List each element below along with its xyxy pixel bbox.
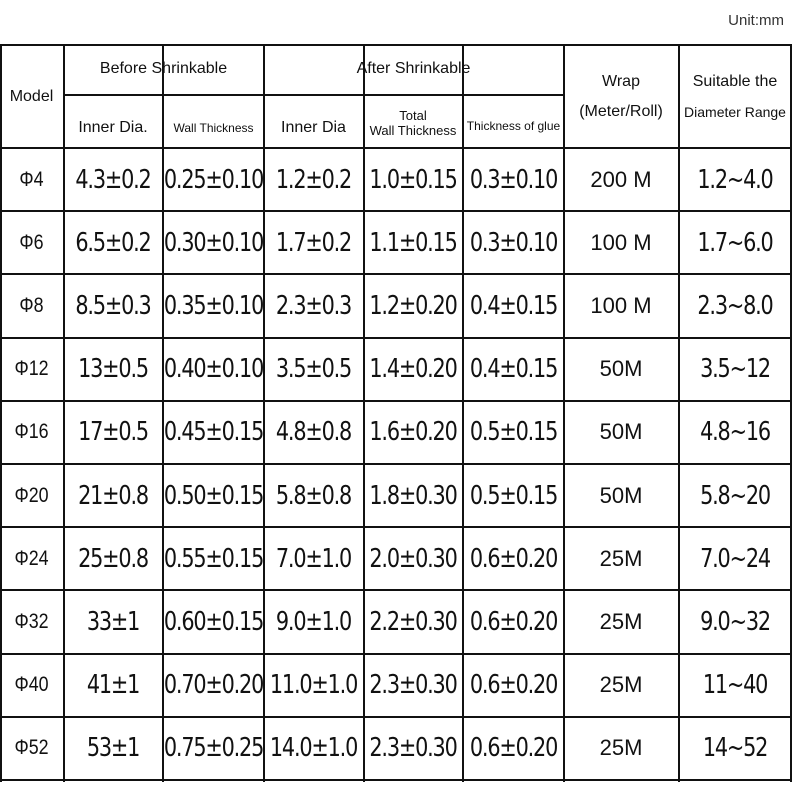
cell-inner-dia: 13±0.5	[78, 354, 148, 385]
cell-after-inner-dia: 4.8±0.8	[275, 417, 352, 448]
cell-diameter-range: 11~40	[702, 670, 768, 701]
cell-diameter-range: 9.0~32	[700, 606, 770, 637]
cell-wrap: 50M	[599, 482, 643, 508]
group-divider	[64, 94, 564, 96]
cell-wrap: 25M	[599, 672, 643, 698]
cell-wrap: 50M	[599, 356, 643, 382]
cell-after-inner-dia: 1.2±0.2	[275, 164, 352, 195]
header-suitable-range	[680, 44, 790, 149]
cell-inner-dia: 21±0.8	[78, 480, 148, 511]
cell-wall-thickness: 0.70±0.20	[163, 670, 264, 701]
cell-model: Φ4	[19, 167, 44, 191]
cell-wall-thickness: 0.45±0.15	[163, 417, 264, 448]
column-divider	[462, 44, 464, 782]
cell-wall-thickness: 0.60±0.15	[163, 606, 264, 637]
header-suitable-line1: Suitable the	[692, 72, 778, 90]
cell-glue-thickness: 0.3±0.10	[469, 227, 558, 258]
cell-after-inner-dia: 7.0±1.0	[275, 543, 352, 574]
cell-model: Φ12	[14, 357, 49, 381]
cell-inner-dia: 8.5±0.3	[75, 290, 151, 321]
cell-glue-thickness: 0.5±0.15	[469, 480, 558, 511]
cell-total-wall-thickness: 2.3±0.30	[369, 733, 457, 764]
cell-model: Φ24	[14, 546, 49, 570]
column-divider	[263, 44, 265, 782]
row-divider	[0, 779, 792, 781]
cell-diameter-range: 2.3~8.0	[697, 290, 773, 321]
cell-total-wall-thickness: 1.1±0.15	[369, 227, 457, 258]
cell-wall-thickness: 0.50±0.15	[163, 480, 264, 511]
cell-wrap: 100 M	[590, 229, 652, 255]
cell-model: Φ32	[14, 609, 49, 633]
cell-glue-thickness: 0.5±0.15	[469, 417, 558, 448]
cell-wall-thickness: 0.30±0.10	[163, 227, 264, 258]
header-inner-dia-before: Inner Dia.	[78, 119, 148, 136]
cell-inner-dia: 6.5±0.2	[75, 227, 151, 258]
cell-glue-thickness: 0.6±0.20	[469, 733, 558, 764]
header-wrap	[564, 44, 678, 149]
unit-label: Unit:mm	[728, 12, 784, 29]
cell-inner-dia: 25±0.8	[78, 543, 148, 574]
cell-model: Φ16	[14, 420, 49, 444]
header-thickness-of-glue: Thickness of glue	[466, 119, 561, 133]
cell-wall-thickness: 0.55±0.15	[163, 543, 264, 574]
cell-after-inner-dia: 2.3±0.3	[275, 290, 352, 321]
cell-total-wall-thickness: 1.2±0.20	[369, 290, 457, 321]
cell-model: Φ20	[14, 483, 49, 507]
cell-total-wall-thickness: 1.6±0.20	[369, 417, 457, 448]
cell-wall-thickness: 0.35±0.10	[163, 290, 264, 321]
cell-wrap: 50M	[599, 419, 643, 445]
spec-table	[0, 44, 792, 782]
cell-glue-thickness: 0.4±0.15	[469, 290, 558, 321]
table-border-left	[0, 44, 2, 782]
cell-total-wall-thickness: 1.0±0.15	[369, 164, 457, 195]
header-before-shrinkable: Before Shrinkable	[99, 60, 228, 77]
cell-wall-thickness: 0.40±0.10	[163, 354, 264, 385]
header-total-line2: Wall Thickness	[369, 123, 457, 138]
header-total-wall-thickness	[364, 98, 462, 148]
cell-total-wall-thickness: 2.2±0.30	[369, 606, 457, 637]
cell-total-wall-thickness: 2.0±0.30	[369, 543, 457, 574]
cell-after-inner-dia: 14.0±1.0	[269, 733, 358, 764]
cell-wall-thickness: 0.75±0.25	[163, 733, 264, 764]
cell-model: Φ6	[19, 230, 44, 254]
column-divider	[678, 44, 680, 782]
cell-glue-thickness: 0.3±0.10	[469, 164, 558, 195]
cell-wrap: 25M	[599, 735, 643, 761]
cell-total-wall-thickness: 1.4±0.20	[369, 354, 457, 385]
cell-inner-dia: 53±1	[86, 733, 140, 764]
header-suitable-line2: Diameter Range	[684, 103, 786, 120]
cell-diameter-range: 4.8~16	[700, 417, 770, 448]
header-wall-thickness: Wall Thickness	[173, 121, 254, 135]
column-divider	[363, 44, 365, 782]
cell-glue-thickness: 0.4±0.15	[469, 354, 558, 385]
column-divider	[63, 44, 65, 782]
cell-total-wall-thickness: 2.3±0.30	[369, 670, 457, 701]
header-wrap-line2: (Meter/Roll)	[579, 102, 663, 120]
cell-after-inner-dia: 11.0±1.0	[269, 670, 358, 701]
cell-after-inner-dia: 3.5±0.5	[275, 354, 352, 385]
cell-inner-dia: 33±1	[86, 606, 140, 637]
cell-inner-dia: 4.3±0.2	[75, 164, 151, 195]
cell-diameter-range: 3.5~12	[700, 354, 770, 385]
cell-inner-dia: 41±1	[86, 670, 140, 701]
cell-model: Φ40	[14, 673, 49, 697]
cell-wrap: 25M	[599, 545, 643, 571]
cell-total-wall-thickness: 1.8±0.30	[369, 480, 457, 511]
header-after-shrinkable: After Shrinkable	[356, 60, 471, 77]
cell-after-inner-dia: 9.0±1.0	[275, 606, 352, 637]
cell-glue-thickness: 0.6±0.20	[469, 670, 558, 701]
cell-after-inner-dia: 5.8±0.8	[275, 480, 352, 511]
cell-diameter-range: 14~52	[702, 733, 768, 764]
header-inner-dia-after: Inner Dia	[281, 119, 346, 136]
cell-glue-thickness: 0.6±0.20	[469, 543, 558, 574]
cell-glue-thickness: 0.6±0.20	[469, 606, 558, 637]
cell-wrap: 25M	[599, 608, 643, 634]
cell-diameter-range: 1.2~4.0	[697, 164, 773, 195]
cell-model: Φ52	[14, 736, 49, 760]
cell-diameter-range: 1.7~6.0	[697, 227, 773, 258]
cell-inner-dia: 17±0.5	[78, 417, 148, 448]
header-wrap-line1: Wrap	[602, 72, 640, 90]
cell-diameter-range: 7.0~24	[700, 543, 770, 574]
cell-model: Φ8	[19, 293, 44, 317]
cell-wrap: 200 M	[590, 166, 652, 192]
header-model: Model	[9, 87, 54, 105]
header-total-line1: Total	[399, 108, 427, 123]
cell-diameter-range: 5.8~20	[700, 480, 770, 511]
table-border-right	[790, 44, 792, 782]
cell-wall-thickness: 0.25±0.10	[163, 164, 264, 195]
cell-wrap: 100 M	[590, 292, 652, 318]
cell-after-inner-dia: 1.7±0.2	[275, 227, 352, 258]
